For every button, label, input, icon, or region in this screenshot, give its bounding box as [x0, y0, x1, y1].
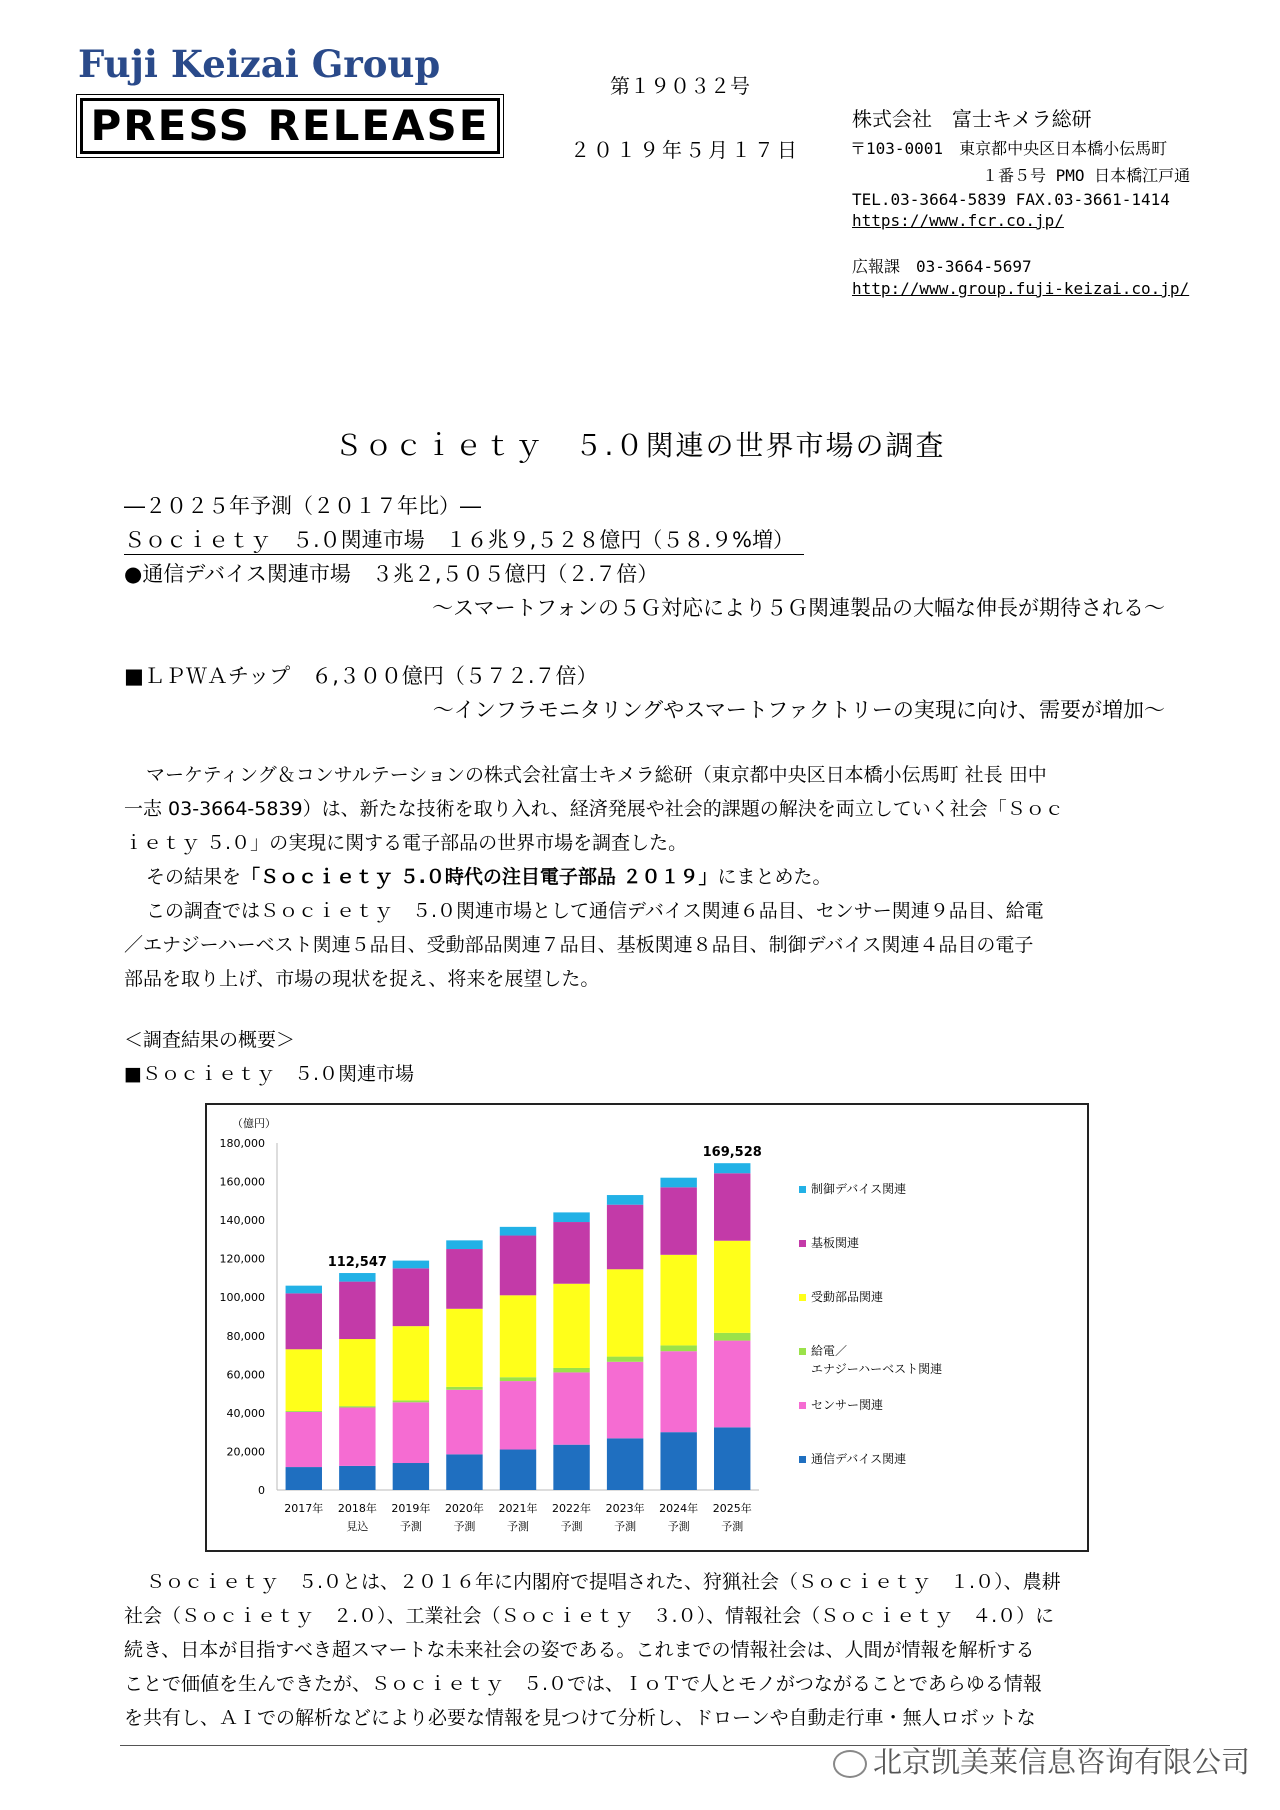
x-tick-label: 2020年 [444, 1502, 484, 1515]
comm-market: ●通信デバイス関連市場 ３兆２,５０５億円（２.７倍） [124, 562, 659, 586]
watermark-text: 北京凯美莱信息咨询有限公司 [872, 1745, 1250, 1779]
y-tick-label: 160,000 [219, 1175, 265, 1189]
bar-segment [393, 1463, 429, 1490]
legend-swatch [799, 1240, 806, 1247]
legend-swatch [799, 1294, 806, 1301]
legend-label: 給電／ [811, 1344, 848, 1358]
report-pre: その結果を [146, 866, 242, 888]
bar-segment [607, 1205, 643, 1270]
x-tick-label: 2021年 [498, 1502, 538, 1515]
bar-segment [553, 1212, 589, 1222]
closing-line: ことで価値を生んできたが、Ｓｏｃｉｅｔｙ ５.０では、ＩｏＴで人とモノがつながることであらゆる情報 [124, 1673, 1042, 1695]
chart-heading: ■Ｓｏｃｉｅｔｙ ５.０関連市場 [124, 1063, 414, 1085]
bar-segment [553, 1445, 589, 1490]
bar-segment [660, 1345, 696, 1351]
group-url-link[interactable]: http://www.group.fuji-keizai.co.jp/ [852, 279, 1190, 298]
forecast-line: ―２０２５年予測（２０１７年比）― [124, 494, 481, 518]
bar-segment [286, 1286, 322, 1294]
bar-segment [500, 1227, 536, 1236]
bar-segment [339, 1406, 375, 1407]
y-tick-label: 140,000 [219, 1214, 265, 1228]
y-tick-label: 60,000 [226, 1368, 265, 1382]
bar-segment [714, 1341, 750, 1428]
bar-segment [500, 1377, 536, 1381]
market-chart [207, 1105, 1087, 1550]
report-title: 「Ｓｏｃｉｅｔｙ ５.０時代の注目電子部品 ２０１９」 [241, 866, 718, 888]
bar-segment [714, 1163, 750, 1173]
bar-segment [500, 1381, 536, 1449]
bar-segment [393, 1400, 429, 1402]
x-tick-sublabel: 予測 [560, 1520, 583, 1533]
bar-segment [500, 1295, 536, 1377]
legend-swatch [799, 1456, 806, 1463]
x-tick-label: 2018年 [337, 1502, 377, 1515]
legend-swatch [799, 1186, 806, 1193]
scope-line: この調査ではＳｏｃｉｅｔｙ ５.０関連市場として通信デバイス関連６品目、センサー関連９品目、給電 [146, 900, 1044, 922]
x-tick-sublabel: 見込 [346, 1520, 369, 1533]
legend-label: 通信デバイス関連 [811, 1452, 907, 1466]
bar-segment [339, 1407, 375, 1465]
x-tick-sublabel: 予測 [614, 1520, 637, 1533]
bar-segment [286, 1467, 322, 1490]
bar-segment [553, 1222, 589, 1284]
legend-label: エナジーハーベスト関連 [811, 1362, 943, 1376]
x-tick-label: 2025年 [712, 1502, 752, 1515]
bar-segment [660, 1351, 696, 1432]
x-tick-label: 2024年 [659, 1502, 699, 1515]
logo: Fuji Keizai Group [78, 42, 441, 86]
legend-label: 受動部品関連 [811, 1290, 884, 1304]
market-summary: Ｓｏｃｉｅｔｙ ５.０関連市場 １６兆９,５２８億円（５８.９%増） [124, 524, 804, 555]
bar-segment [714, 1427, 750, 1490]
y-tick-label: 20,000 [226, 1445, 265, 1459]
y-unit-label: （億円） [232, 1117, 276, 1130]
bar-segment [660, 1432, 696, 1490]
bar-segment [607, 1438, 643, 1490]
x-tick-sublabel: 予測 [453, 1520, 476, 1533]
bar-segment [607, 1357, 643, 1362]
closing-line: 続き、日本が目指すべき超スマートな未来社会の姿である。これまでの情報社会は、人間が情報を解析する [124, 1639, 1035, 1661]
legend-label: センサー関連 [811, 1398, 884, 1412]
bar-segment [286, 1412, 322, 1467]
chart-frame [205, 1103, 1089, 1552]
bar-segment [393, 1268, 429, 1326]
summary-heading: ＜調査結果の概要＞ [124, 1029, 296, 1051]
tel-fax: TEL.03-3664-5839 FAX.03-3661-1414 [852, 190, 1170, 209]
scope-line: ／エナジーハーベスト関連５品目、受動部品関連７品目、基板関連８品目、制御デバイス関連４品目の電子 [124, 934, 1034, 956]
x-tick-sublabel: 予測 [721, 1520, 744, 1533]
page-title: Ｓｏｃｉｅｔｙ ５.０関連の世界市場の調査 [334, 429, 946, 462]
report-post: にまとめた。 [717, 866, 832, 888]
bar-segment [393, 1261, 429, 1269]
y-tick-label: 100,000 [219, 1291, 265, 1305]
bar-segment [286, 1349, 322, 1411]
closing-line: 社会（Ｓｏｃｉｅｔｙ ２.０）、工業社会（Ｓｏｃｉｅｔｙ ３.０）、情報社会（Ｓｏｃｉｅｔｙ ４.０）に [124, 1605, 1055, 1627]
bar-segment [446, 1249, 482, 1309]
legend-swatch [799, 1402, 806, 1409]
address-line-2: １番５号 PMO 日本橋江戸通 [982, 166, 1191, 185]
report-title-line [124, 860, 1168, 894]
bar-segment [393, 1402, 429, 1463]
scope-line: 部品を取り上げ、市場の現状を捉え、将来を展望した。 [124, 968, 600, 990]
bar-segment [446, 1240, 482, 1249]
y-tick-label: 40,000 [226, 1406, 265, 1420]
data-label: 169,528 [702, 1145, 762, 1161]
bar-segment [660, 1187, 696, 1254]
closing-paragraph [124, 1565, 1168, 1735]
x-tick-label: 2022年 [552, 1502, 592, 1515]
intro-paragraph [124, 758, 1168, 996]
x-tick-sublabel: 予測 [507, 1520, 529, 1533]
press-release-label: PRESS RELEASE [80, 98, 500, 154]
bar-segment [339, 1466, 375, 1490]
bar-segment [393, 1326, 429, 1400]
bar-segment [714, 1173, 750, 1240]
company-url-link[interactable]: https://www.fcr.co.jp/ [852, 211, 1064, 230]
bar-segment [446, 1309, 482, 1387]
y-tick-label: 0 [258, 1484, 265, 1497]
bar-segment [339, 1273, 375, 1282]
pr-department: 広報課 03-3664-5697 [852, 257, 1032, 276]
bar-segment [714, 1241, 750, 1333]
legend-label: 基板関連 [811, 1236, 860, 1250]
bar-segment [446, 1390, 482, 1455]
x-tick-sublabel: 予測 [399, 1520, 422, 1533]
bar-segment [339, 1339, 375, 1406]
watermark [833, 1740, 1250, 1781]
x-tick-label: 2023年 [605, 1502, 645, 1515]
bar-segment [553, 1372, 589, 1444]
postal-address: 〒103-0001 東京都中央区日本橋小伝馬町 [850, 139, 1168, 158]
data-label: 112,547 [327, 1255, 387, 1271]
x-tick-sublabel: 予測 [667, 1520, 690, 1533]
x-tick-label: 2017年 [284, 1502, 324, 1515]
bar-segment [660, 1255, 696, 1346]
wechat-icon [833, 1750, 867, 1778]
lpwa-market-note: ～インフラモニタリングやスマートファクトリーの実現に向け、需要が増加～ [432, 698, 1165, 722]
intro-line: マーケティング＆コンサルテーションの株式会社富士キメラ総研（東京都中央区日本橋小伝馬町 社長 田中 [146, 764, 1047, 786]
release-date: ２０１９年５月１７日 [570, 138, 800, 162]
bar-segment [607, 1195, 643, 1205]
intro-line: 一志 03-3664-5839）は、新たな技術を取り入れ、経済発展や社会的課題の解決を両立していく社会「Ｓｏｃ [124, 798, 1064, 820]
intro-line: ｉｅｔｙ ５.０」の実現に関する電子部品の世界市場を調査した。 [124, 832, 688, 854]
closing-line: を共有し、ＡＩでの解析などにより必要な情報を見つけて分析し、ドローンや自動走行車・無人ロボットな [124, 1707, 1036, 1729]
bar-segment [553, 1284, 589, 1368]
bar-segment [446, 1387, 482, 1390]
y-tick-label: 120,000 [219, 1252, 265, 1266]
company-block [852, 103, 1190, 298]
company-name: 株式会社 富士キメラ総研 [852, 107, 1092, 131]
bar-segment [446, 1454, 482, 1490]
x-tick-label: 2019年 [391, 1502, 431, 1515]
bar-segment [339, 1282, 375, 1339]
bar-segment [607, 1269, 643, 1356]
y-tick-label: 180,000 [219, 1137, 265, 1150]
bar-segment [553, 1368, 589, 1372]
comm-market-note: ～スマートフォンの５Ｇ対応により５Ｇ関連製品の大幅な伸長が期待される～ [432, 596, 1165, 620]
bar-segment [607, 1362, 643, 1439]
bar-segment [500, 1450, 536, 1490]
document-number: 第１９０３２号 [610, 74, 750, 98]
closing-line: Ｓｏｃｉｅｔｙ ５.０とは、２０１６年に内閣府で提唱された、狩猟社会（Ｓｏｃｉｅｔｙ １.０）、農耕 [146, 1571, 1061, 1593]
lpwa-market: ■ＬＰＷＡチップ ６,３００億円（５７２.７倍） [124, 664, 598, 688]
bar-segment [286, 1293, 322, 1349]
y-tick-label: 80,000 [226, 1329, 265, 1343]
bar-segment [286, 1411, 322, 1412]
bar-segment [500, 1236, 536, 1296]
bar-segment [714, 1333, 750, 1341]
legend-swatch [799, 1348, 806, 1355]
legend-label: 制御デバイス関連 [811, 1182, 907, 1196]
bar-segment [660, 1178, 696, 1188]
